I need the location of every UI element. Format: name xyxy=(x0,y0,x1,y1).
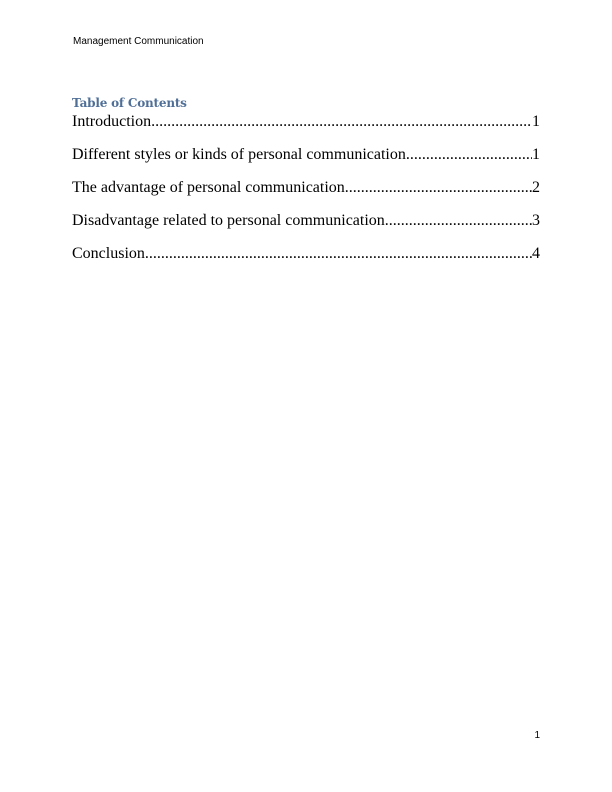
toc-entry-title: Conclusion xyxy=(72,245,145,262)
toc-entry-page: 4 xyxy=(532,245,540,262)
toc-entry-introduction[interactable] xyxy=(72,112,540,132)
table-of-contents xyxy=(72,95,540,264)
toc-entry-page: 1 xyxy=(532,113,540,130)
toc-entry-title: Different styles or kinds of personal communication xyxy=(72,146,406,163)
toc-dot-leader xyxy=(145,244,532,264)
toc-dot-leader xyxy=(385,211,532,231)
toc-entry-title: Introduction xyxy=(72,113,152,130)
toc-entry-conclusion[interactable] xyxy=(72,244,540,264)
toc-heading: Table of Contents xyxy=(72,96,187,110)
running-header: Management Communication xyxy=(73,36,204,47)
toc-dot-leader xyxy=(345,178,532,198)
toc-entry-styles[interactable] xyxy=(72,145,540,165)
toc-entry-disadvantage[interactable] xyxy=(72,211,540,231)
toc-dot-leader xyxy=(406,145,532,165)
page-number: 1 xyxy=(534,730,540,741)
toc-dot-leader xyxy=(151,112,532,132)
toc-entry-title: Disadvantage related to personal communication xyxy=(72,212,385,229)
toc-entry-page: 2 xyxy=(532,179,540,196)
toc-entry-title: The advantage of personal communication xyxy=(72,179,345,196)
toc-entry-page: 1 xyxy=(532,146,540,163)
toc-entry-page: 3 xyxy=(532,212,540,229)
toc-entry-advantage[interactable] xyxy=(72,178,540,198)
